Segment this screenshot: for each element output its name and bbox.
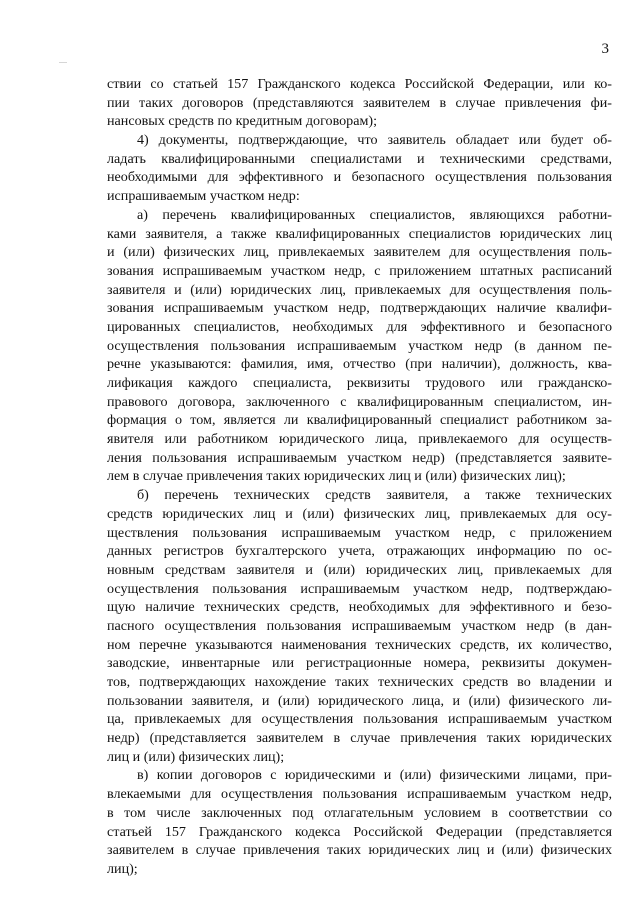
text-line: речне указываются: фамилия, имя, отчество (при наличии), должность, ква- [107, 356, 612, 373]
text-line: ления пользования испрашиваемым участком недр) (представляется заявите- [107, 449, 612, 466]
text-line: лиц и (или) физических лиц); [107, 748, 285, 765]
text-line: зования испрашиваемым участком недр, с приложением штатных расписаний [107, 262, 612, 279]
text-line: новным средствам заявителя и (или) юридических лиц, привлекаемых для [107, 561, 612, 578]
text-line: лификация каждого специалиста, реквизиты трудового или гражданско- [107, 375, 612, 391]
scan-artifact [59, 62, 67, 63]
text-line: ца, привлекаемых для осуществления пользования испрашиваемым участком [107, 711, 612, 728]
text-line: осуществления пользования испрашиваемым участком недр (в данном пе- [107, 337, 612, 354]
text-line: средств юридических лиц и (или) физических лиц, привлекаемых для осу- [107, 505, 612, 522]
text-line: цированных специалистов, необходимых для эффективного и безопасного [107, 318, 612, 335]
text-line: влекаемыми для осуществления пользования испрашиваемым участком недр, [107, 786, 612, 803]
text-line: ками заявителя, а также квалифицированных специалистов юридических лиц [107, 225, 612, 242]
text-line: в том числе заключенных под отлагательным условием в соответствии со [107, 804, 612, 821]
text-line: 4) документы, подтверждающие, что заявитель обладает или будет об- [137, 132, 612, 149]
text-line: пасного осуществления пользования испрашиваемым участком недр (в дан- [107, 617, 612, 634]
text-line: а) перечень квалифицированных специалистов, являющихся работни- [137, 206, 612, 223]
page-number: 3 [601, 41, 609, 57]
text-line: лиц); [107, 860, 138, 877]
text-line: статьей 157 Гражданского кодекса Российской Федерации (представляется [107, 823, 612, 840]
text-line: зования испрашиваемым участком недр, подтверждающих наличие квалифи- [107, 300, 612, 317]
text-line: ном перечне указываются наименования технических средств, их количество, [107, 636, 612, 653]
text-line: ладать квалифицированными специалистами и техническими средствами, [107, 150, 612, 167]
text-line: ществления пользования испрашиваемым участком недр, с приложением [107, 524, 612, 541]
text-line: явителя или работником юридического лица, привлекаемого для осуществ- [107, 431, 612, 448]
text-line: недр) (представляется заявителем в случае привлечения таких юридических [107, 730, 612, 747]
text-line: тов, подтверждающих нахождение таких технических средств во владении и [107, 674, 612, 690]
text-line: правового договора, заключенного с квалифицированным специалистом, ин- [107, 393, 612, 410]
text-line: ствии со статьей 157 Гражданского кодекса Российской Федерации, или ко- [107, 76, 612, 92]
text-line: нансовых средств по кредитным договорам); [107, 113, 378, 130]
text-line: осуществления пользования испрашиваемым участком недр, подтверждаю- [107, 580, 612, 597]
text-line: заводские, инвентарные или регистрационные номера, реквизиты докумен- [107, 655, 612, 672]
text-line: необходимыми для эффективного и безопасного осуществления пользования [107, 169, 612, 186]
text-line: формация о том, является ли квалифицированный специалист работником за- [107, 412, 612, 429]
text-line: щую наличие технических средств, необходимых для эффективного и безо- [107, 599, 612, 616]
text-line: б) перечень технических средств заявителя, а также технических [137, 487, 612, 504]
text-line: в) копии договоров с юридическими и (или) физическими лицами, при- [137, 767, 612, 784]
text-line: испрашиваемым участком недр: [107, 188, 300, 205]
text-line: пользовании заявителя, и (или) юридического лица, и (или) физического ли- [107, 692, 612, 709]
text-line: заявителем в случае привлечения таких юридических лиц и (или) физических [107, 842, 612, 859]
text-line: заявителя и (или) юридических лиц, привлекаемых для осуществления поль- [107, 281, 612, 298]
text-line: лем в случае привлечения таких юридических лиц и (или) физических лиц); [107, 468, 566, 485]
text-line: пии таких договоров (представляются заявителем в случае привлечения фи- [107, 94, 612, 111]
document-body [107, 75, 612, 879]
text-line: данных регистров бухгалтерского учета, отражающих информацию по ос- [107, 543, 612, 560]
text-line: и (или) физических лиц, привлекаемых заявителем для осуществления поль- [107, 244, 612, 261]
